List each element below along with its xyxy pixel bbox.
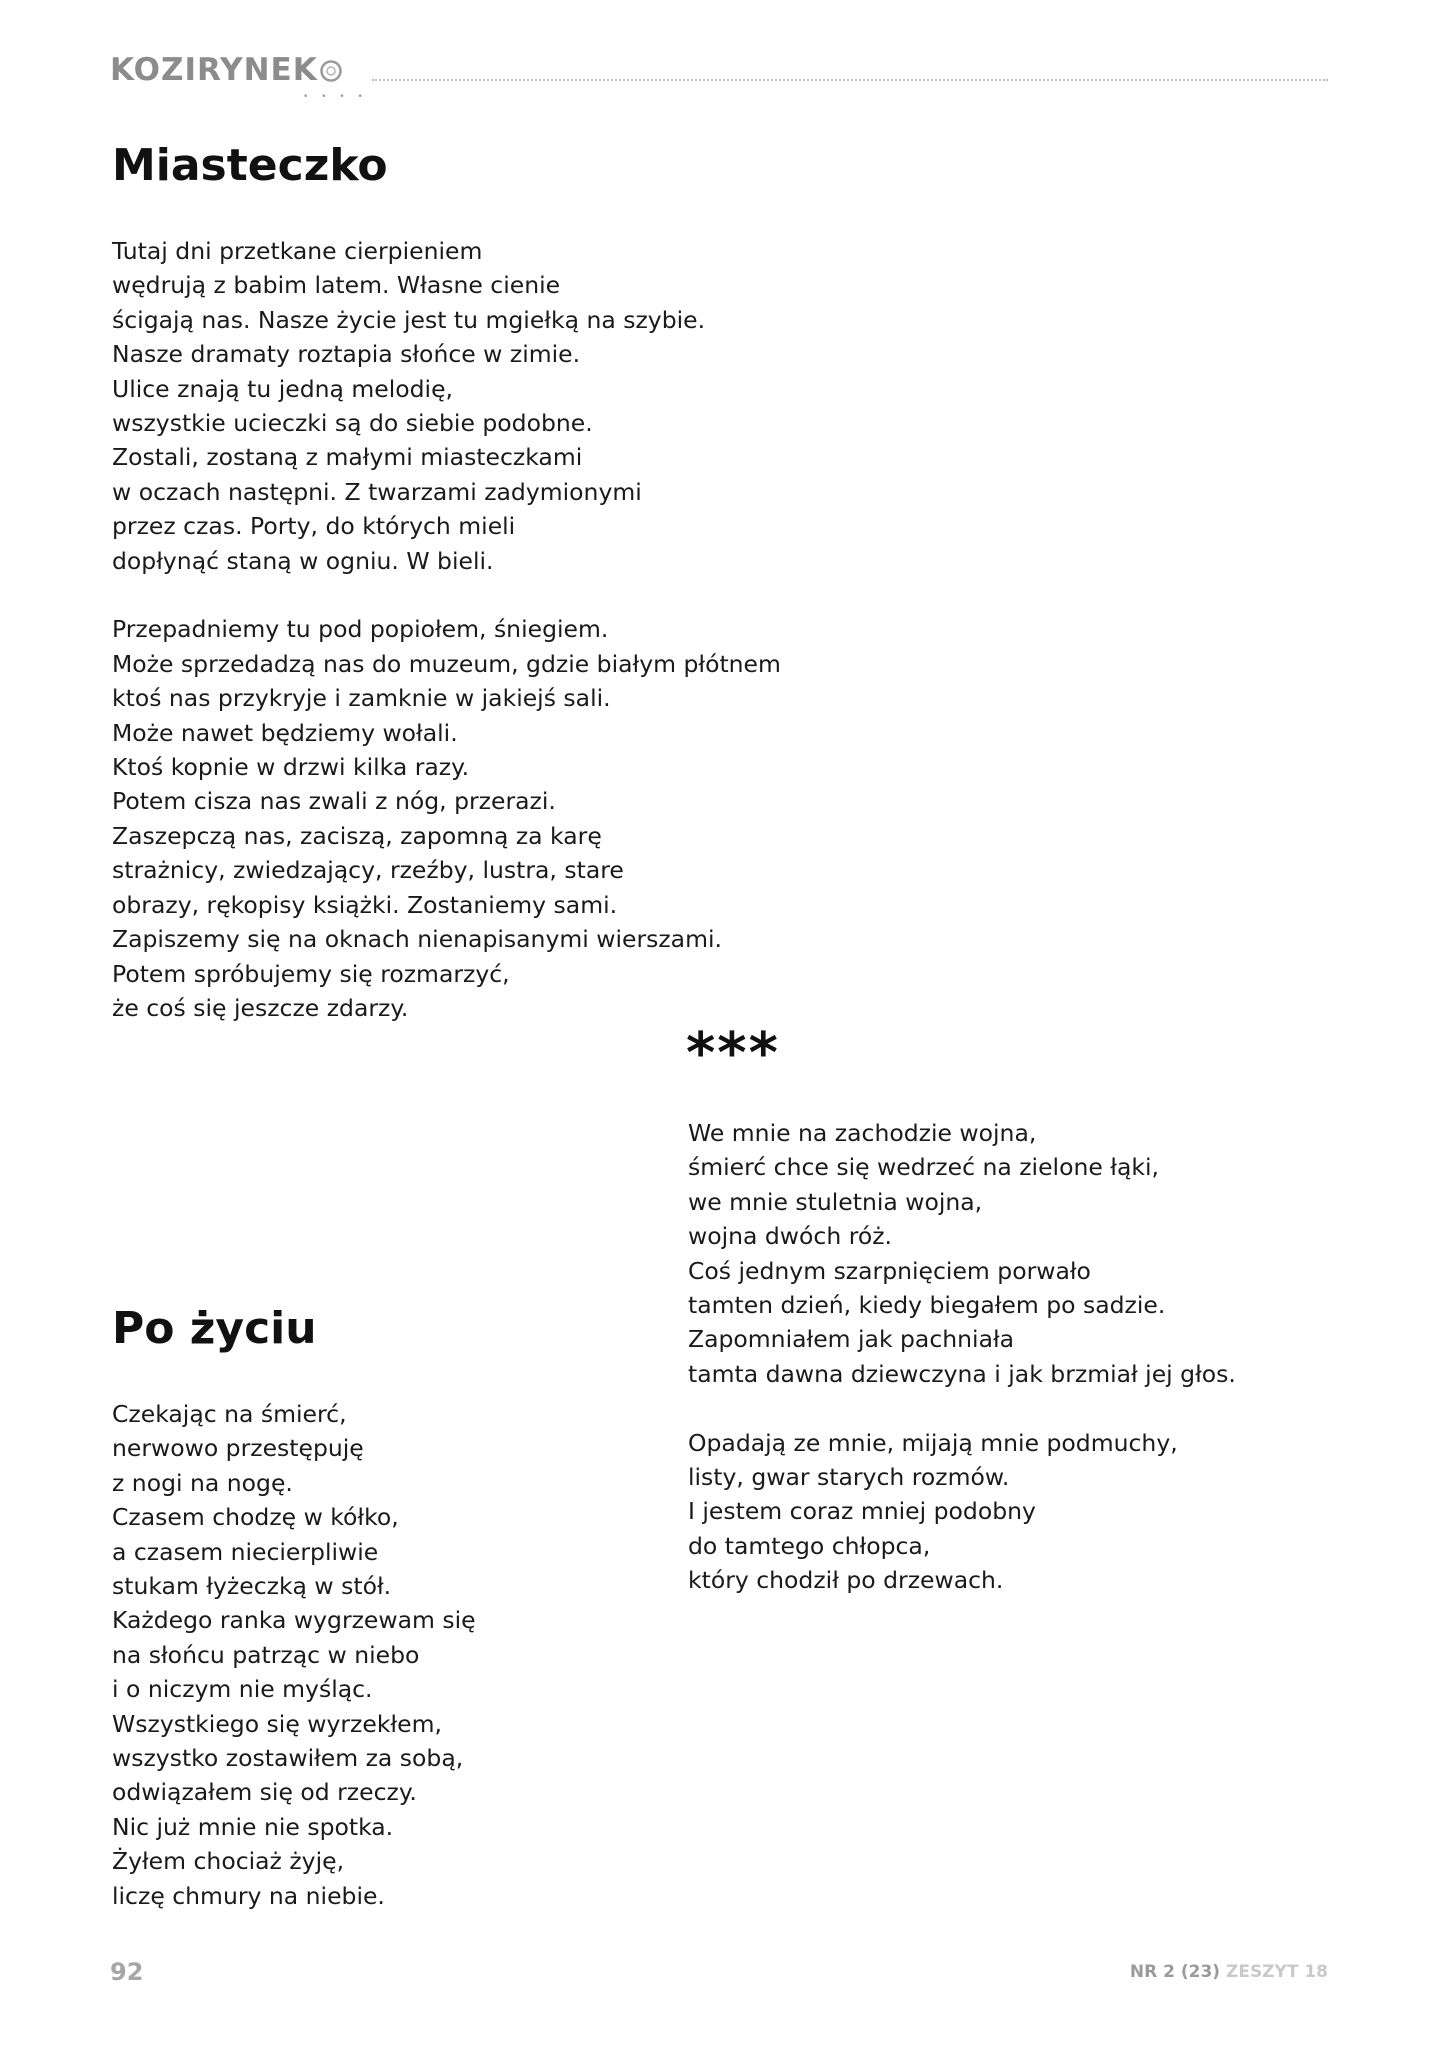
logo-text: KOZIRYNEK (110, 52, 318, 88)
poem-line: odwiązałem się od rzeczy. (112, 1778, 417, 1807)
poem-line: nerwowo przestępuję (112, 1434, 364, 1463)
stanza (112, 234, 781, 578)
poem-line: We mnie na zachodzie wojna, (688, 1119, 1037, 1147)
issue-info (1130, 1962, 1328, 1982)
poem-line: Wszystkiego się wyrzekłem, (112, 1709, 442, 1738)
magazine-logo (110, 52, 343, 88)
poem-line: Tutaj dni przetkane cierpieniem (112, 237, 483, 265)
poem-line: Zaszepczą nas, zaciszą, zapomną za karę (112, 821, 602, 850)
logo-subtext: • • • • (303, 92, 368, 102)
zeszyt-number: ZESZYT 18 (1226, 1962, 1328, 1982)
poem-line: ścigają nas. Nasze życie jest tu mgiełką na szybie. (112, 305, 706, 334)
stanza (688, 1116, 1236, 1391)
poem-line: wojna dwóch róż. (688, 1222, 893, 1251)
poem-line: tamta dawna dziewczyna i jak brzmiał jej głos. (688, 1359, 1236, 1388)
stanza (112, 1397, 476, 1913)
poem-line: Czekając na śmierć, (112, 1400, 347, 1428)
poem-line: Może nawet będziemy wołali. (112, 718, 458, 747)
poem-line: Czasem chodzę w kółko, (112, 1503, 399, 1532)
poem-title-asterisks: *** (686, 1021, 780, 1086)
poem-line: do tamtego chłopca, (688, 1531, 931, 1560)
poem-line: a czasem niecierpliwie (112, 1537, 379, 1566)
logo-ring-icon (319, 59, 343, 83)
poem-line: śmierć chce się wedrzeć na zielone łąki, (688, 1153, 1159, 1182)
poem-line: który chodził po drzewach. (688, 1566, 1004, 1595)
poem-line: z nogi na nogę. (112, 1468, 293, 1497)
poem-body-asterisks (688, 1116, 1236, 1598)
page-number: 92 (110, 1958, 144, 1986)
poem-line: Nic już mnie nie spotka. (112, 1812, 394, 1841)
poem-line: Przepadniemy tu pod popiołem, śniegiem. (112, 615, 609, 644)
poem-line: we mnie stuletnia wojna, (688, 1187, 983, 1216)
poem-line: Potem spróbujemy się rozmarzyć, (112, 959, 510, 988)
poem-line: Ktoś kopnie w drzwi kilka razy. (112, 753, 470, 782)
header-dotted-rule (372, 79, 1328, 81)
poem-line: Ulice znają tu jedną melodię, (112, 374, 454, 403)
stanza (688, 1426, 1236, 1598)
poem-line: Zapiszemy się na oknach nienapisanymi wierszami. (112, 925, 722, 954)
poem-line: I jestem coraz mniej podobny (688, 1497, 1036, 1526)
poem-line: i o niczym nie myśląc. (112, 1675, 373, 1704)
poem-line: na słońcu patrząc w niebo (112, 1640, 420, 1669)
poem-line: wszystko zostawiłem za sobą, (112, 1744, 464, 1773)
poem-line: że coś się jeszcze zdarzy. (112, 993, 409, 1022)
poem-line: przez czas. Porty, do których mieli (112, 512, 516, 541)
poem-line: dopłynąć staną w ogniu. W bieli. (112, 546, 494, 575)
poem-line: Nasze dramaty roztapia słońce w zimie. (112, 340, 581, 369)
poem-line: Zapomniałem jak pachniała (688, 1325, 1015, 1354)
poem-line: obrazy, rękopisy książki. Zostaniemy sami. (112, 890, 618, 919)
poem-line: Żyłem chociaż żyję, (112, 1847, 345, 1876)
poem-line: Każdego ranka wygrzewam się (112, 1606, 476, 1635)
page-header (110, 52, 1328, 102)
poem-title-po-zyciu: Po życiu (112, 1303, 317, 1354)
poem-line: tamten dzień, kiedy biegałem po sadzie. (688, 1291, 1166, 1320)
poem-body-po-zyciu (112, 1397, 476, 1913)
poem-line: wszystkie ucieczki są do siebie podobne. (112, 409, 593, 438)
poem-title-miasteczko: Miasteczko (112, 140, 388, 191)
poem-line: strażnicy, zwiedzający, rzeźby, lustra, stare (112, 856, 624, 885)
issue-number: NR 2 (23) (1129, 1962, 1221, 1982)
poem-line: liczę chmury na niebie. (112, 1881, 385, 1910)
stanza (112, 612, 781, 1025)
poem-line: Potem cisza nas zwali z nóg, przerazi. (112, 787, 556, 816)
poem-line: Coś jednym szarpnięciem porwało (688, 1256, 1091, 1285)
poem-body-miasteczko (112, 234, 781, 1025)
poem-line: Zostali, zostaną z małymi miasteczkami (112, 443, 583, 472)
poem-line: w oczach następni. Z twarzami zadymionymi (112, 477, 642, 506)
poem-line: ktoś nas przykryje i zamknie w jakiejś sali. (112, 684, 611, 713)
poem-line: Może sprzedadzą nas do muzeum, gdzie białym płótnem (112, 649, 781, 678)
poem-line: stukam łyżeczką w stół. (112, 1572, 392, 1601)
poem-line: wędrują z babim latem. Własne cienie (112, 271, 561, 300)
poem-line: listy, gwar starych rozmów. (688, 1463, 1010, 1492)
poem-line: Opadają ze mnie, mijają mnie podmuchy, (688, 1428, 1178, 1457)
